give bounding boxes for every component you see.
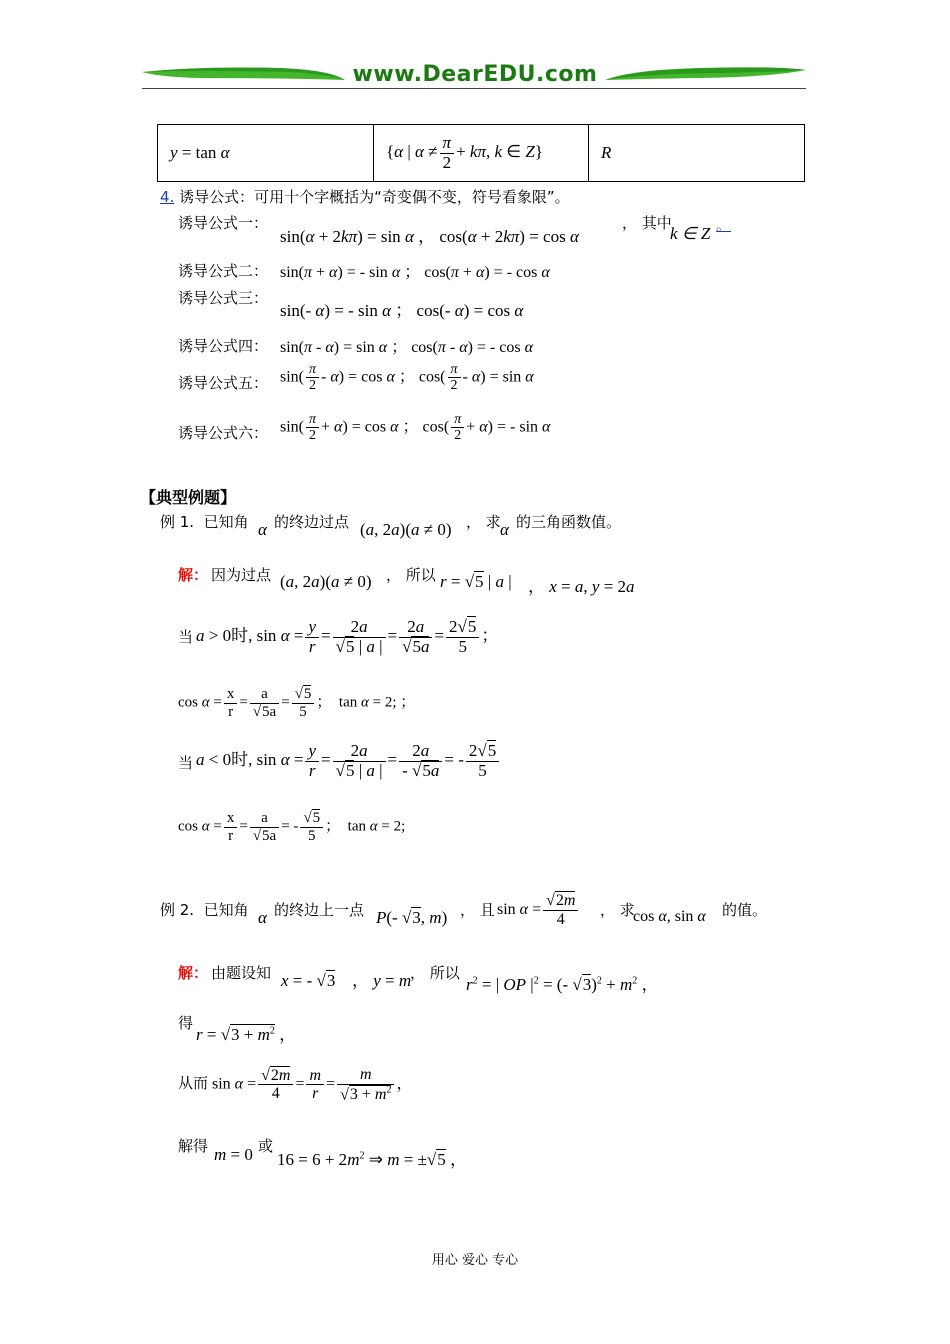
example1-s2: ， 所以 bbox=[386, 566, 436, 584]
site-logo-text: www.DearEDU.com bbox=[352, 62, 598, 87]
formula2-expr: sin(π + α) = - sin α ； cos(π + α) = - cos α bbox=[280, 264, 550, 281]
formula2-label: 诱导公式二： bbox=[178, 262, 269, 280]
example1-s1: 因为过点 bbox=[211, 566, 272, 584]
case-neg-label: 当 bbox=[178, 754, 194, 772]
function-table bbox=[157, 124, 805, 182]
example1-point: (a, 2a)(a ≠ 0) bbox=[360, 520, 452, 539]
example2-q1: 已知角 bbox=[203, 901, 249, 919]
example2-s1: 由题设知 bbox=[211, 964, 272, 982]
examples-heading: 【典型例题】 bbox=[140, 488, 237, 507]
example2-eq: $16 = 6 + 2m^2$ ⇒ m = ±√5 ， bbox=[277, 1150, 467, 1169]
example1-xy: ， x = a, y = 2a bbox=[528, 577, 635, 596]
example2-point: P(- √3, m) bbox=[376, 908, 448, 927]
example2-y: ， y = m bbox=[352, 971, 412, 990]
example1-q4: 的三角函数值。 bbox=[516, 513, 622, 531]
example2-q2: 的终边上一点 bbox=[274, 901, 365, 919]
case-pos-label: 当 bbox=[178, 628, 194, 646]
table-cell-range bbox=[589, 125, 805, 182]
formula1-tail[interactable]: 。 bbox=[716, 216, 732, 234]
example2-q3: ， 且 bbox=[460, 901, 495, 919]
formula3-label: 诱导公式三： bbox=[178, 289, 269, 307]
formula1-suffix: ， 其中 bbox=[622, 214, 672, 232]
example1-question bbox=[160, 511, 249, 532]
case-pos-sin: a > 0时, sin α = $\frac{y}{r}$ = $\frac{2a}{√5 | a |}$ = $\frac{2a}{√5a}$ = $\frac{2√5}{5}$ ； bbox=[196, 617, 499, 656]
formula1-label: 诱导公式一： bbox=[178, 214, 269, 232]
formula3-expr: sin(- α) = - sin α ； cos(- α) = cos α bbox=[280, 301, 524, 320]
example1-q2: 的终边过点 bbox=[274, 513, 350, 531]
formula6-expr: sin( $\frac{\pi}{2}$ + α) = cos α ； cos( $\frac{\pi}{2}$ + α) = - sin α bbox=[280, 412, 551, 444]
example1-r: r = √5 | a | bbox=[440, 572, 512, 591]
example1-solution-label: 解： bbox=[178, 566, 209, 584]
formula1-condition: k ∈ Z bbox=[670, 224, 711, 243]
example2-r: $r = √3 + m^2$ ， bbox=[196, 1025, 297, 1044]
formula5-expr: sin( $\frac{\pi}{2}$ - α) = cos α ； cos( $\frac{\pi}{2}$ - α) = sin α bbox=[280, 362, 534, 394]
case-neg-cos: cos α = $\frac{x}{r}$ = $\frac{a}{√5a}$ = - $\frac{√5}{5}$ ； tan α = 2; bbox=[178, 810, 406, 844]
example2-s3: 得 bbox=[178, 1014, 194, 1032]
example2-q4: ， 求 bbox=[600, 901, 635, 919]
tan-function: y = tan α bbox=[170, 143, 230, 162]
example2-question bbox=[160, 899, 249, 920]
example1-number: 例 1. bbox=[160, 513, 195, 531]
tan-domain: {α | α ≠ $\frac{\pi}{2}$ + kπ, k ∈ Z} bbox=[386, 132, 543, 172]
example2-s4: 从而 bbox=[178, 1074, 209, 1092]
table-cell-function bbox=[158, 125, 374, 182]
formula5-label: 诱导公式五： bbox=[178, 374, 269, 392]
section-number: 4. bbox=[160, 188, 175, 206]
formula4-label: 诱导公式四： bbox=[178, 337, 269, 355]
case-pos-cos: cos α = $\frac{x}{r}$ = $\frac{a}{√5a}$ = $\frac{√5}{5}$ ； tan α = 2; ； bbox=[178, 686, 416, 720]
formula4-expr: sin(π - α) = sin α ； cos(π - α) = - cos α bbox=[280, 339, 534, 356]
tan-range: R bbox=[601, 143, 612, 162]
example2-solution-label: 解： bbox=[178, 964, 209, 982]
example2-m0: m = 0 bbox=[214, 1145, 253, 1164]
example2-rsq: $r^2$ = | OP $|^2$ = (- $√3)^2 + m^2$ ， bbox=[466, 975, 659, 994]
case-neg-sin: a < 0时, sin α = $\frac{y}{r}$ = $\frac{2a}{√5 | a |}$ = $\frac{2a}{- √5a}$ = - $\frac{2√5}{5}$ bbox=[196, 742, 501, 780]
example2-alpha: α bbox=[258, 908, 267, 927]
example2-s5: 解得 bbox=[178, 1137, 209, 1155]
example1-alpha2: α bbox=[500, 520, 509, 539]
example2-or: 或 bbox=[258, 1137, 274, 1155]
example1-q3: ， 求 bbox=[466, 513, 501, 531]
example2-sin: sin α = $\frac{√2m}{4}$ = $\frac{m}{r}$ = $\frac{m}{√3 + m^2}$ ， bbox=[212, 1066, 413, 1103]
formula6-label: 诱导公式六： bbox=[178, 424, 269, 442]
page-footer: 用心 爱心 专心 bbox=[431, 1253, 519, 1268]
example1-q1: 已知角 bbox=[203, 513, 249, 531]
example1-s-point: (a, 2a)(a ≠ 0) bbox=[280, 572, 372, 591]
example2-s2: ， 所以 bbox=[410, 964, 460, 982]
example2-q5: 的值。 bbox=[722, 901, 768, 919]
section-title-text: 诱导公式：可用十个字概括为“奇变偶不变，符号看象限”。 bbox=[179, 188, 570, 206]
section4-title bbox=[160, 186, 570, 207]
example1-alpha: α bbox=[258, 520, 267, 539]
table-row bbox=[158, 125, 805, 182]
example2-target: cos α, sin α bbox=[633, 908, 706, 925]
example2-x: x = - √3 bbox=[281, 971, 336, 990]
formula1-expr: sin(α + 2kπ) = sin α ， cos(α + 2kπ) = cos α bbox=[280, 227, 579, 246]
table-cell-domain bbox=[374, 125, 589, 182]
header-rule bbox=[142, 88, 806, 89]
example2-number: 例 2. bbox=[160, 901, 195, 919]
example2-given: sin α = $\frac{√2m}{4}$ bbox=[497, 892, 580, 928]
